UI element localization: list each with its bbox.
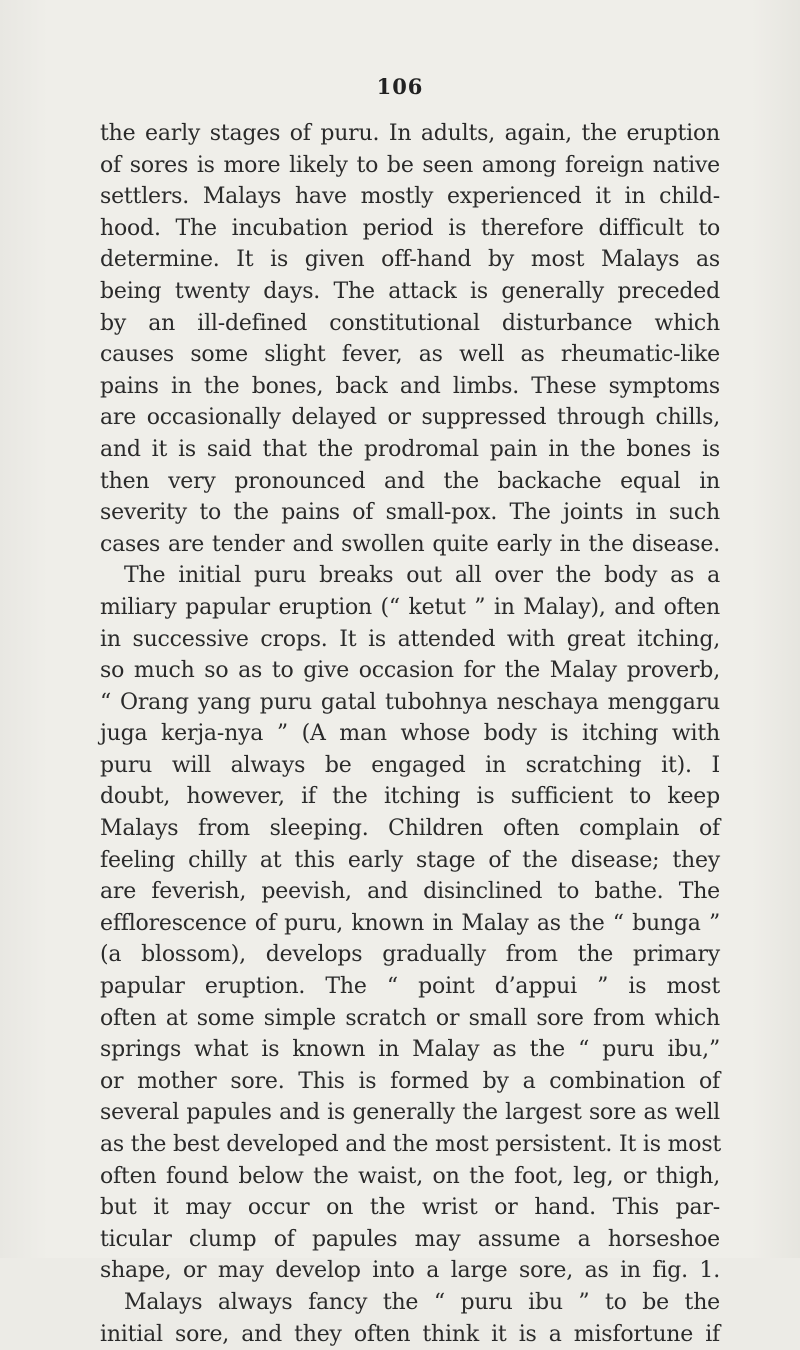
text-line: juga kerja-nya ” (A man whose body is itching with [100,721,720,747]
text-line: determine. It is given off-hand by most Malays as [100,247,720,273]
text-line: are feverish, peevish, and disinclined to bathe. The [100,879,720,905]
text-line: initial sore, and they often think it is a misfortune if [100,1321,720,1347]
text-line: Malays from sleeping. Children often complain of [100,816,720,842]
text-line: as the best developed and the most persistent. It is most [100,1132,722,1157]
body-text [100,118,720,1350]
text-line: efflorescence of puru, known in Malay as the “ bunga ” [100,910,720,936]
text-line: by an ill-defined constitutional disturbance which [100,310,720,336]
text-line: so much so as to give occasion for the Malay proverb, [100,658,720,684]
text-line: but it may occur on the wrist or hand. This par- [100,1195,720,1221]
text-line: cases are tender and swollen quite early in the disease. [100,531,720,557]
text-line: miliary papular eruption (“ ketut ” in Malay), and often [100,594,720,620]
text-line: or mother sore. This is formed by a combination of [100,1068,720,1094]
text-line: ticular clump of papules may assume a horseshoe [100,1226,720,1252]
text-line: Malays always fancy the “ puru ibu ” to be the [124,1289,720,1315]
text-line: causes some slight fever, as well as rheumatic-like [100,342,720,368]
text-line: in successive crops. It is attended with great itching, [100,626,720,652]
text-line: springs what is known in Malay as the “ puru ibu,” [100,1037,720,1063]
text-line: then very pronounced and the backache equal in [100,468,720,494]
text-line: feeling chilly at this early stage of the disease; they [100,847,720,873]
text-line: often at some simple scratch or small sore from which [100,1005,720,1031]
text-line: the early stages of puru. In adults, again, the eruption [100,121,720,146]
text-line: and it is said that the prodromal pain in the bones is [100,436,720,462]
text-line: are occasionally delayed or suppressed through chills, [100,405,720,431]
text-line: severity to the pains of small-pox. The joints in such [100,500,720,526]
text-line: several papules and is generally the largest sore as well [100,1100,720,1126]
text-line: (a blossom), develops gradually from the primary [100,942,720,968]
text-line: puru will always be engaged in scratching it). I [100,752,720,778]
text-line: “ Orang yang puru gatal tubohnya neschaya menggaru [100,689,720,715]
text-line: papular eruption. The “ point d’appui ” is most [100,974,720,1000]
text-line: The initial puru breaks out all over the body as a [124,563,720,589]
text-line: being twenty days. The attack is generally preceded [100,278,720,304]
text-line: shape, or may develop into a large sore, as in fig. 1. [100,1258,720,1284]
text-line: doubt, however, if the itching is sufficient to keep [100,784,720,810]
text-line: often found below the waist, on the foot, leg, or thigh, [100,1163,720,1189]
text-line: hood. The incubation period is therefore difficult to [100,215,720,241]
page-number: 106 [376,74,424,99]
text-line: settlers. Malays have mostly experienced it in child- [100,184,720,210]
text-line: of sores is more likely to be seen among foreign native [100,152,720,178]
text-line: pains in the bones, back and limbs. These symptoms [100,373,720,399]
